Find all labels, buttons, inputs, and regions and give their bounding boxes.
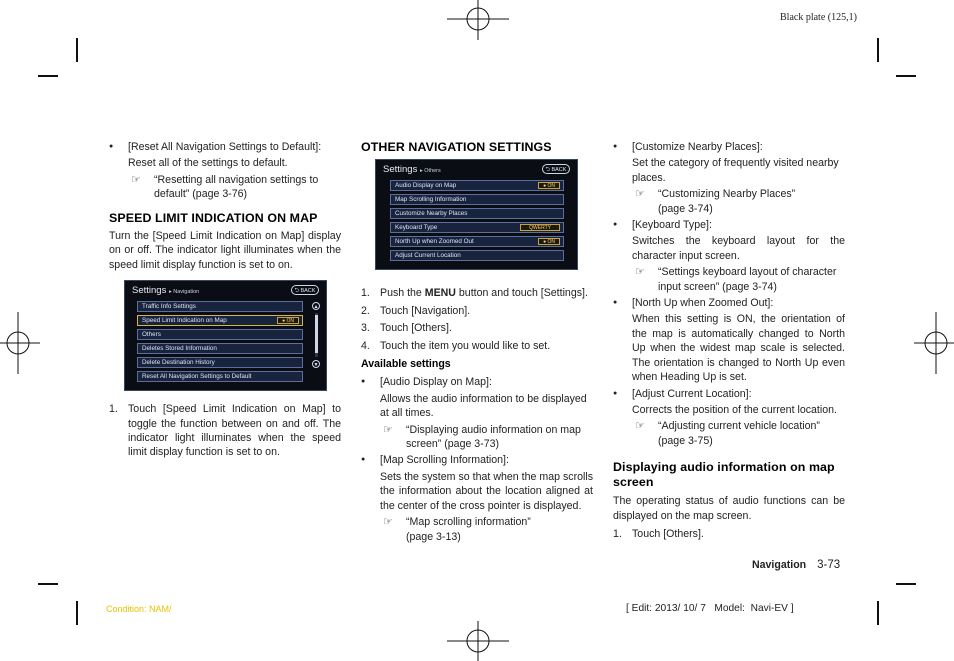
bullet-description: Switches the keyboard layout for the character input screen.	[632, 235, 845, 262]
reference-text-b: default” (page 3-76)	[154, 188, 248, 201]
reference-hand-icon: ☞	[635, 420, 645, 433]
menu-item-label: Reset All Navigation Settings to Default	[142, 373, 252, 381]
menu-item-adjust-location[interactable]	[390, 250, 564, 261]
menu-item-label: Map Scrolling Information	[395, 196, 467, 204]
screen-title	[383, 163, 441, 178]
bullet-label: [Adjust Current Location]:	[632, 387, 752, 400]
registration-mark-left	[0, 312, 40, 374]
settings-others-screen	[375, 159, 578, 270]
menu-item-delete-destination[interactable]	[137, 357, 303, 368]
menu-item-customize-nearby[interactable]	[390, 208, 564, 219]
list-item	[109, 140, 341, 154]
bullet-description: When this setting is ON, the orientation of the map is automatically changed to North Up when the widest map scale is selected. The orientation is changed to North Up even when Heading Up is set.	[632, 313, 845, 384]
crop-mark-top-right-v	[877, 38, 879, 62]
reference-text-b: screen” (page 3-73)	[406, 438, 500, 451]
bullet-description: Set the category of frequently visited nearby places.	[632, 157, 839, 184]
crop-mark-bottom-left-h	[38, 583, 58, 585]
footer-page-label	[752, 559, 840, 571]
menu-item-label: Delete Destination History	[142, 359, 215, 367]
step-item	[109, 402, 341, 460]
bullet-label: [Reset All Navigation Settings to Default]:	[128, 141, 322, 153]
menu-item-label: Keyboard Type	[395, 224, 438, 232]
step-item	[613, 527, 845, 541]
menu-item-others[interactable]	[137, 329, 303, 340]
section-paragraph: The operating status of audio functions can be displayed on the map screen.	[613, 495, 845, 522]
screen-subtitle: ▸ Others	[419, 168, 441, 175]
bullet-label: [Keyboard Type]:	[632, 219, 712, 232]
registration-mark-bottom	[447, 621, 509, 661]
footer-edit-info: [ Edit: 2013/ 10/ 7 Model: Navi-EV ]	[626, 603, 794, 614]
reference-hand-icon: ☞	[383, 423, 393, 436]
menu-item-label: North Up when Zoomed Out	[395, 238, 474, 246]
column-2	[361, 140, 593, 546]
crop-mark-bottom-right-h	[896, 583, 916, 585]
menu-item-label: Traffic Info Settings	[142, 303, 196, 311]
step-number: 2.	[361, 304, 370, 317]
crop-mark-top-left-v	[76, 38, 78, 62]
column-1	[109, 140, 341, 463]
reference-text-b: (page 3-74)	[658, 202, 713, 215]
reference-text-a: “Map scrolling information”	[406, 516, 531, 529]
step-text: Touch [Speed Limit Indication on Map] to toggle the function between on and off. The indicator light illuminates when the speed limit display function is set to on.	[128, 403, 341, 459]
bullet-description: Corrects the position of the current location.	[632, 403, 837, 416]
list-item	[613, 218, 845, 232]
section-heading-other-navigation: OTHER NAVIGATION SETTINGS	[361, 140, 552, 154]
bullet-label: [North Up when Zoomed Out]:	[632, 297, 774, 310]
step-text: Touch [Others].	[380, 322, 452, 335]
page-reference[interactable]	[613, 419, 845, 448]
menu-item-north-up[interactable]	[390, 236, 564, 247]
on-indicator: ● ON	[538, 238, 560, 245]
reference-text-a: “Adjusting current vehicle location”	[658, 420, 820, 433]
crop-mark-bottom-left-v	[76, 601, 78, 625]
step-item	[361, 286, 593, 300]
screen-title-text: Settings	[132, 285, 167, 297]
list-item	[361, 453, 593, 467]
step-text: Touch the item you would like to set.	[380, 339, 551, 352]
reference-text-b: (page 3-13)	[406, 530, 461, 543]
menu-item-label: Others	[142, 331, 161, 339]
menu-item-reset-all[interactable]	[137, 371, 303, 382]
step-text-cont: button and touch [Settings].	[455, 287, 588, 300]
plate-label: Black plate (125,1)	[780, 12, 857, 23]
menu-item-label: Adjust Current Location	[395, 252, 461, 260]
back-button[interactable]: ⮌ BACK	[542, 164, 570, 174]
reference-hand-icon: ☞	[131, 173, 141, 186]
scrollbar-thumb[interactable]	[315, 315, 318, 353]
back-button[interactable]: ⮌ BACK	[291, 285, 319, 295]
menu-item-label: Audio Display on Map	[395, 182, 457, 190]
bullet-label: [Audio Display on Map]:	[380, 376, 492, 389]
footer-section: Navigation	[752, 559, 807, 571]
step-number: 3.	[361, 322, 370, 335]
reference-hand-icon: ☞	[635, 266, 645, 279]
step-item	[361, 339, 593, 353]
menu-item-map-scrolling[interactable]	[390, 194, 564, 205]
screen-title-text: Settings	[383, 164, 418, 176]
screen-subtitle: ▸ Navigation	[168, 289, 200, 296]
section-heading-audio-info: Displaying audio information on map screen	[613, 460, 835, 490]
reference-hand-icon: ☞	[635, 188, 645, 201]
list-item	[613, 296, 845, 310]
menu-item-audio-display[interactable]	[390, 180, 564, 191]
menu-item-label: Customize Nearby Places	[395, 210, 468, 218]
crop-mark-bottom-right-v	[877, 601, 879, 625]
reference-text-a: “Displaying audio information on map	[406, 423, 581, 436]
keyboard-type-value: QWERTY	[520, 224, 560, 231]
crop-mark-top-left-h	[38, 75, 58, 77]
menu-item-traffic-info[interactable]	[137, 301, 303, 312]
footer-page-number: 3-73	[817, 559, 841, 571]
bullet-description: Allows the audio information to be displayed at all times.	[380, 392, 587, 420]
page-reference[interactable]	[109, 173, 341, 202]
screen-title	[132, 284, 199, 299]
bullet-description: Sets the system so that when the map scrolls the information about the location aligned at the center of the cross pointer is displayed.	[380, 470, 593, 512]
settings-navigation-screen	[124, 280, 327, 391]
registration-mark-right	[914, 312, 954, 374]
step-number: 1.	[613, 527, 622, 540]
step-item	[361, 321, 593, 335]
registration-mark-top	[447, 0, 509, 40]
page-reference[interactable]	[613, 187, 845, 216]
crop-mark-top-right-h	[896, 75, 916, 77]
section-heading-speed-limit: SPEED LIMIT INDICATION ON MAP	[109, 210, 318, 225]
step-text: Push the	[380, 287, 425, 300]
column-3	[613, 140, 845, 544]
steps-list	[361, 286, 593, 353]
step-text: Touch [Navigation].	[380, 304, 471, 317]
menu-item-deletes-stored[interactable]	[137, 343, 303, 354]
reference-text-a: “Customizing Nearby Places”	[658, 188, 796, 201]
menu-item-speed-limit[interactable]	[137, 315, 303, 326]
bullet-label: [Customize Nearby Places]:	[632, 141, 763, 153]
reference-text-a: “Settings keyboard layout of character	[658, 266, 837, 279]
scroll-up-button[interactable]: ▲	[313, 304, 319, 311]
list-item	[361, 375, 593, 389]
bullet-label: [Map Scrolling Information]:	[380, 454, 509, 467]
step-number: 1.	[109, 403, 118, 416]
bullet-description: Reset all of the settings to default.	[128, 157, 288, 170]
footer-condition: Condition: NAM/	[106, 604, 172, 614]
list-item	[613, 140, 845, 154]
list-item	[613, 387, 845, 401]
reference-text-a: “Resetting all navigation settings to	[154, 173, 319, 186]
section-paragraph: Turn the [Speed Limit Indication on Map] display on or off. The indicator light illuminates when the speed limit display function is set to on.	[109, 230, 341, 271]
step-item	[361, 304, 593, 318]
on-indicator: ● ON	[277, 317, 299, 324]
step-bold-text: MENU	[424, 287, 456, 300]
on-indicator: ● ON	[538, 182, 560, 189]
page-reference[interactable]	[613, 265, 845, 294]
reference-text-b: input screen” (page 3-74)	[658, 280, 777, 293]
menu-item-label: Deletes Stored Information	[142, 345, 217, 353]
reference-text-b: (page 3-75)	[658, 434, 713, 447]
menu-item-keyboard-type[interactable]	[390, 222, 564, 233]
available-settings-heading: Available settings	[361, 358, 451, 371]
step-text: Touch [Others].	[632, 527, 704, 540]
page-reference[interactable]	[361, 515, 593, 544]
reference-hand-icon: ☞	[383, 516, 393, 529]
step-number: 4.	[361, 339, 370, 352]
step-number: 1.	[361, 287, 370, 300]
scroll-down-button[interactable]: ▼	[313, 362, 319, 369]
page-reference[interactable]	[361, 423, 593, 452]
menu-item-label: Speed Limit Indication on Map	[142, 317, 227, 325]
